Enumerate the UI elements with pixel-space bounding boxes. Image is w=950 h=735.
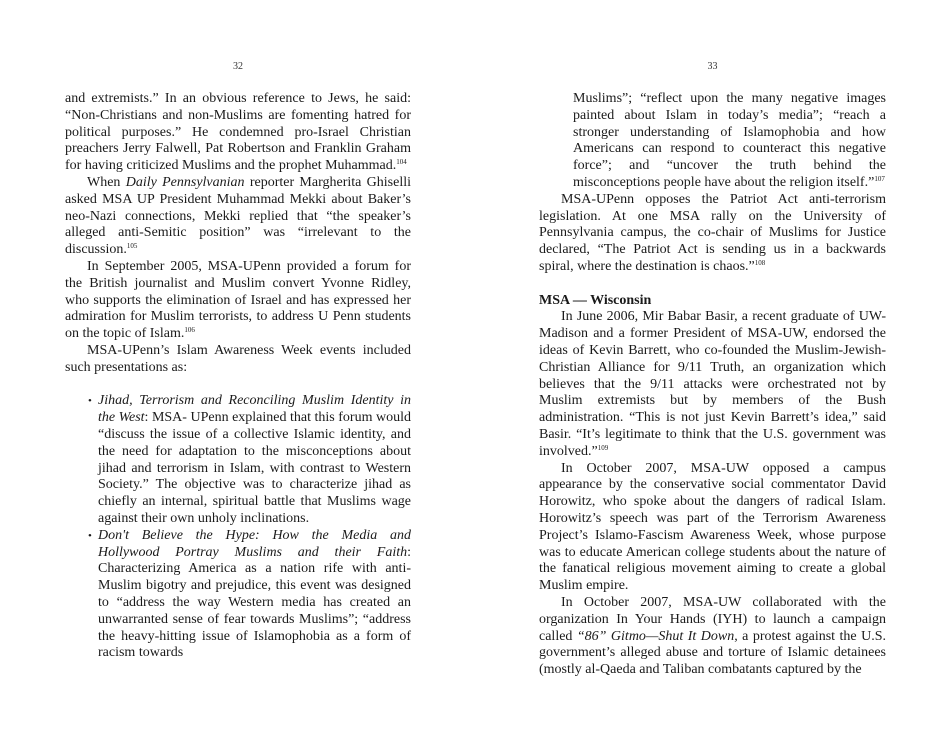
paragraph: MSA-UPenn’s Islam Awareness Week events included such presentations as: [65,342,411,375]
bullet-icon: • [88,395,92,408]
list-item: • Don't Believe the Hype: How the Media and Hollywood Portray Muslims and their Faith: Characterizing America as a nation rife with anti-Muslim bigotry and prejudice, this event was designed to “address the way Western media has created an unwarranted sense of fear towards Muslims”; “address the heavy-hitting issue of Islamophobia as a form of racism towards [88,527,411,661]
paragraph: In October 2007, MSA-UW opposed a campus appearance by the conservative social commentator David Horowitz, who spoke about the dangers of radical Islam. Horowitz’s speech was part of the Terrorism Awareness Project’s Islamo-Fascism Awareness Week, whose purpose was to educate American college students about the nature of the fanatical religious movement aiming to create a global Muslim empire. [539,460,886,594]
event-list [65,393,411,662]
footnote-ref: 105 [126,242,138,251]
paragraph: In September 2005, MSA-UPenn provided a forum for the British journalist and Muslim convert Yvonne Ridley, who supports the elimination of Israel and has expressed her admiration for Muslim terrorists, to address U Penn students on the topic of Islam.$^{106}$ [65,258,411,342]
footnote-ref: 107 [874,174,885,183]
publication-title: Daily Pennsylvanian [125,174,245,190]
footnote-ref: 109 [597,443,609,452]
list-item: • Jihad, Terrorism and Reconciling Muslim Identity in the West: MSA- UPenn explained that this forum would “discuss the issue of a collective Islamic identity, and the need for adaptation to the misconceptions about jihad and terrorism in Islam, with contrast to Western Society.” The objective was to characterize jihad as chiefly an internal, spiritual battle that Muslims wage against their own unholy inclinations. [88,393,411,526]
section-heading: MSA — Wisconsin [539,292,652,308]
page-body [539,91,886,679]
footnote-ref: 108 [754,258,766,267]
paragraph: When Daily Pennsylvanian reporter Margherita Ghiselli asked MSA UP President Muhammad Mekki about Baker’s neo-Nazi connections, Mekki replied that “the speaker’s alleged anti-Semitic position” was “irrelevant to the discussion.$^{105}$ [65,174,411,258]
bullet-icon: • [88,529,92,542]
bullet-continuation: Muslims”; “reflect upon the many negative images painted about Islam in today’s media”; “reach a stronger understanding of Islamophobia and how Americans can respond to counteract this negative force”; and “uncover the truth behind the misconceptions people have about the religion itself.”$^{107}$ [573,91,886,190]
footnote-ref: 106 [184,326,195,335]
paragraph: In October 2007, MSA-UW collaborated with the organization In Your Hands (IYH) to launch a campaign called “86” Gitmo—Shut It Down, a protest against the U.S. government’s alleged abuse and torture of Islamic detainees (mostly al-Qaeda and Taliban combatants captured by the [539,594,886,678]
right-page [539,0,886,735]
left-page [65,0,411,735]
paragraph: MSA-UPenn opposes the Patriot Act anti-terrorism legislation. At one MSA rally on the University of Pennsylvania campus, the co-chair of Muslims for Justice declared, “The Patriot Act is sending us in a backwards spiral, where the destination is chaos.”$^{108}$ [539,191,886,274]
page-body [65,91,411,662]
page-number: 32 [233,61,243,72]
footnote-ref: 104 [396,158,407,167]
event-title: Jihad, Terrorism and Reconciling Muslim Identity in the West [98,393,411,426]
paragraph: and extremists.” In an obvious reference to Jews, he said: “Non-Christians and non-Muslims are fomenting hatred for political purposes.” He condemned pro-Israel Christian preachers Jerry Falwell, Pat Robertson and Franklin Graham for having criticized Muslims and the prophet Muhammad.$^{104}$ [65,91,411,174]
page-number: 33 [707,61,718,72]
campaign-title: “86” Gitmo—Shut It Down [576,628,735,644]
event-title: Don't Believe the Hype: How the Media and Hollywood Portray Muslims and their Faith [98,527,411,560]
paragraph: In June 2006, Mir Babar Basir, a recent graduate of UW-Madison and a former President of MSA-UW, endorsed the ideas of Kevin Barrett, who co-founded the Muslim-Jewish-Christian Alliance for 9/11 Truth, an organization which believes that the 9/11 attacks were orchestrated not by Muslim extremists but by members of the Bush administration. “This is not just Kevin Barrett’s idea,” said Basir. “It’s legitimate to think that the U.S. government was involved.”$^{109}$ [539,309,886,459]
